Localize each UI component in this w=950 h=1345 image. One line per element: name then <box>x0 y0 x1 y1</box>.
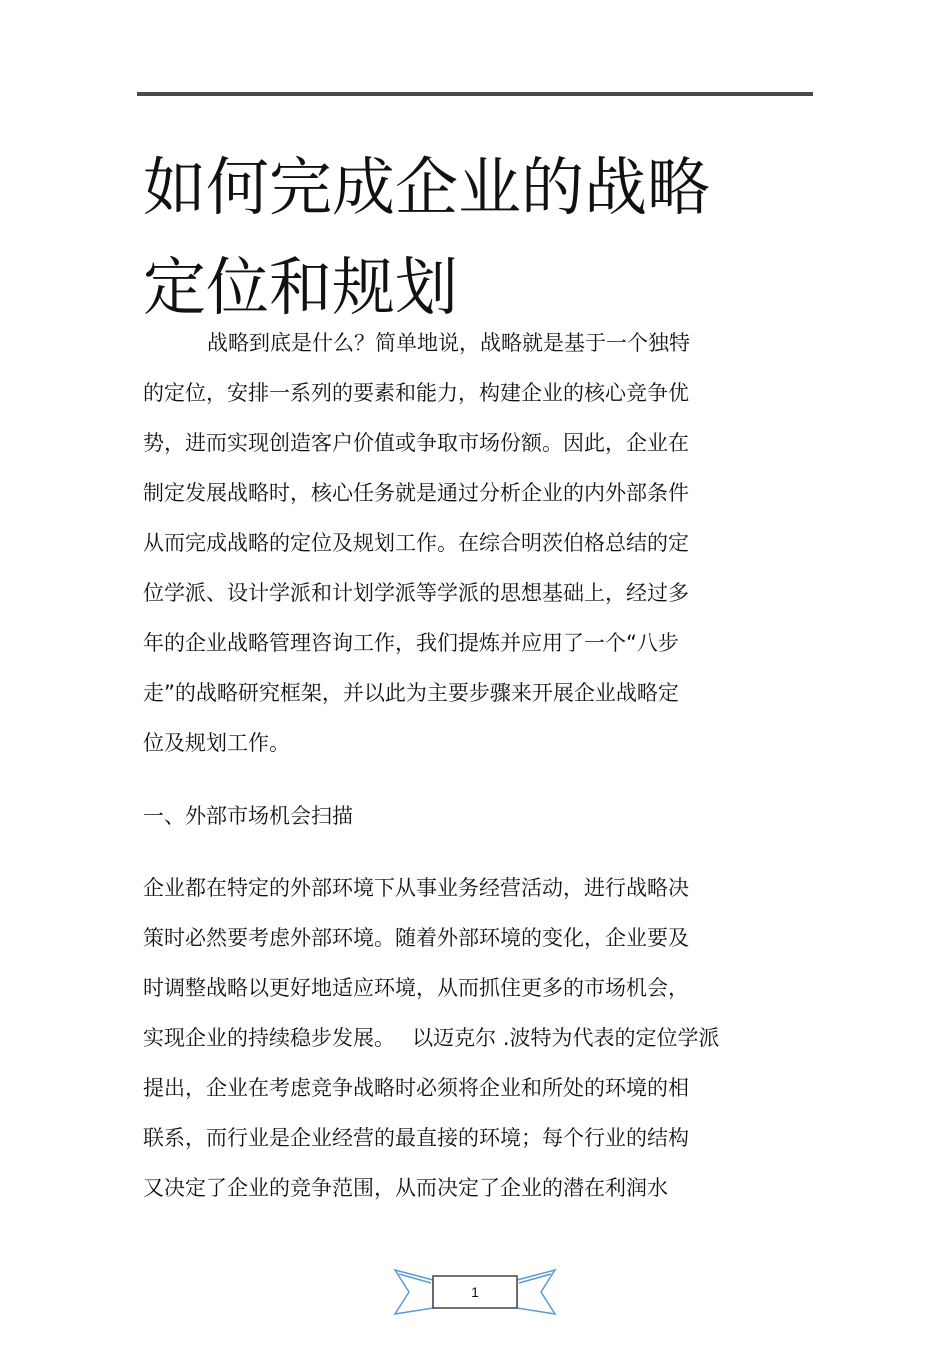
paragraph-line: 位及规划工作。 <box>143 731 290 755</box>
paragraph-2 <box>143 863 803 1213</box>
paragraph-line: 势，进而实现创造客户价值或争取市场份额。因此，企业在 <box>143 431 689 455</box>
paragraph-line: 战略到底是什么？简单地说，战略就是基于一个独特 <box>207 331 690 355</box>
paragraph-line: 企业都在特定的外部环境下从事业务经营活动，进行战略决 <box>143 876 689 900</box>
paragraph-line: 联系，而行业是企业经营的最直接的环境；每个行业的结构 <box>143 1126 689 1150</box>
paragraph-line: 又决定了企业的竞争范围，从而决定了企业的潜在利润水 <box>143 1176 668 1200</box>
paragraph-line: 的定位，安排一系列的要素和能力，构建企业的核心竞争优 <box>143 381 689 405</box>
top-divider <box>137 92 813 96</box>
document-title <box>143 138 803 338</box>
section-heading-1 <box>143 791 803 841</box>
paragraph-line: 走”的战略研究框架，并以此为主要步骤来开展企业战略定 <box>143 681 679 705</box>
page-number: 1 <box>471 1284 479 1300</box>
paragraph-line: 时调整战略以更好地适应环境，从而抓住更多的市场机会， <box>143 976 689 1000</box>
paragraph-1 <box>143 318 803 768</box>
paragraph-line: 从而完成战略的定位及规划工作。在综合明茨伯格总结的定 <box>143 531 689 555</box>
title-line-1: 如何完成企业的战略 <box>143 151 710 224</box>
paragraph-line: 年的企业战略管理咨询工作，我们提炼并应用了一个“八步 <box>143 631 679 655</box>
section-heading-text: 一、外部市场机会扫描 <box>143 804 353 828</box>
paragraph-line: 提出，企业在考虑竞争战略时必须将企业和所处的环境的相 <box>143 1076 689 1100</box>
paragraph-line: 实现企业的持续稳步发展。 以迈克尔 .波特为代表的定位学派 <box>143 1026 720 1050</box>
title-line-2: 定位和规划 <box>143 251 458 324</box>
paragraph-line: 制定发展战略时，核心任务就是通过分析企业的内外部条件 <box>143 481 689 505</box>
paragraph-line: 策时必然要考虑外部环境。随着外部环境的变化，企业要及 <box>143 926 689 950</box>
paragraph-line: 位学派、设计学派和计划学派等学派的思想基础上，经过多 <box>143 581 689 605</box>
page-footer <box>393 1266 557 1318</box>
